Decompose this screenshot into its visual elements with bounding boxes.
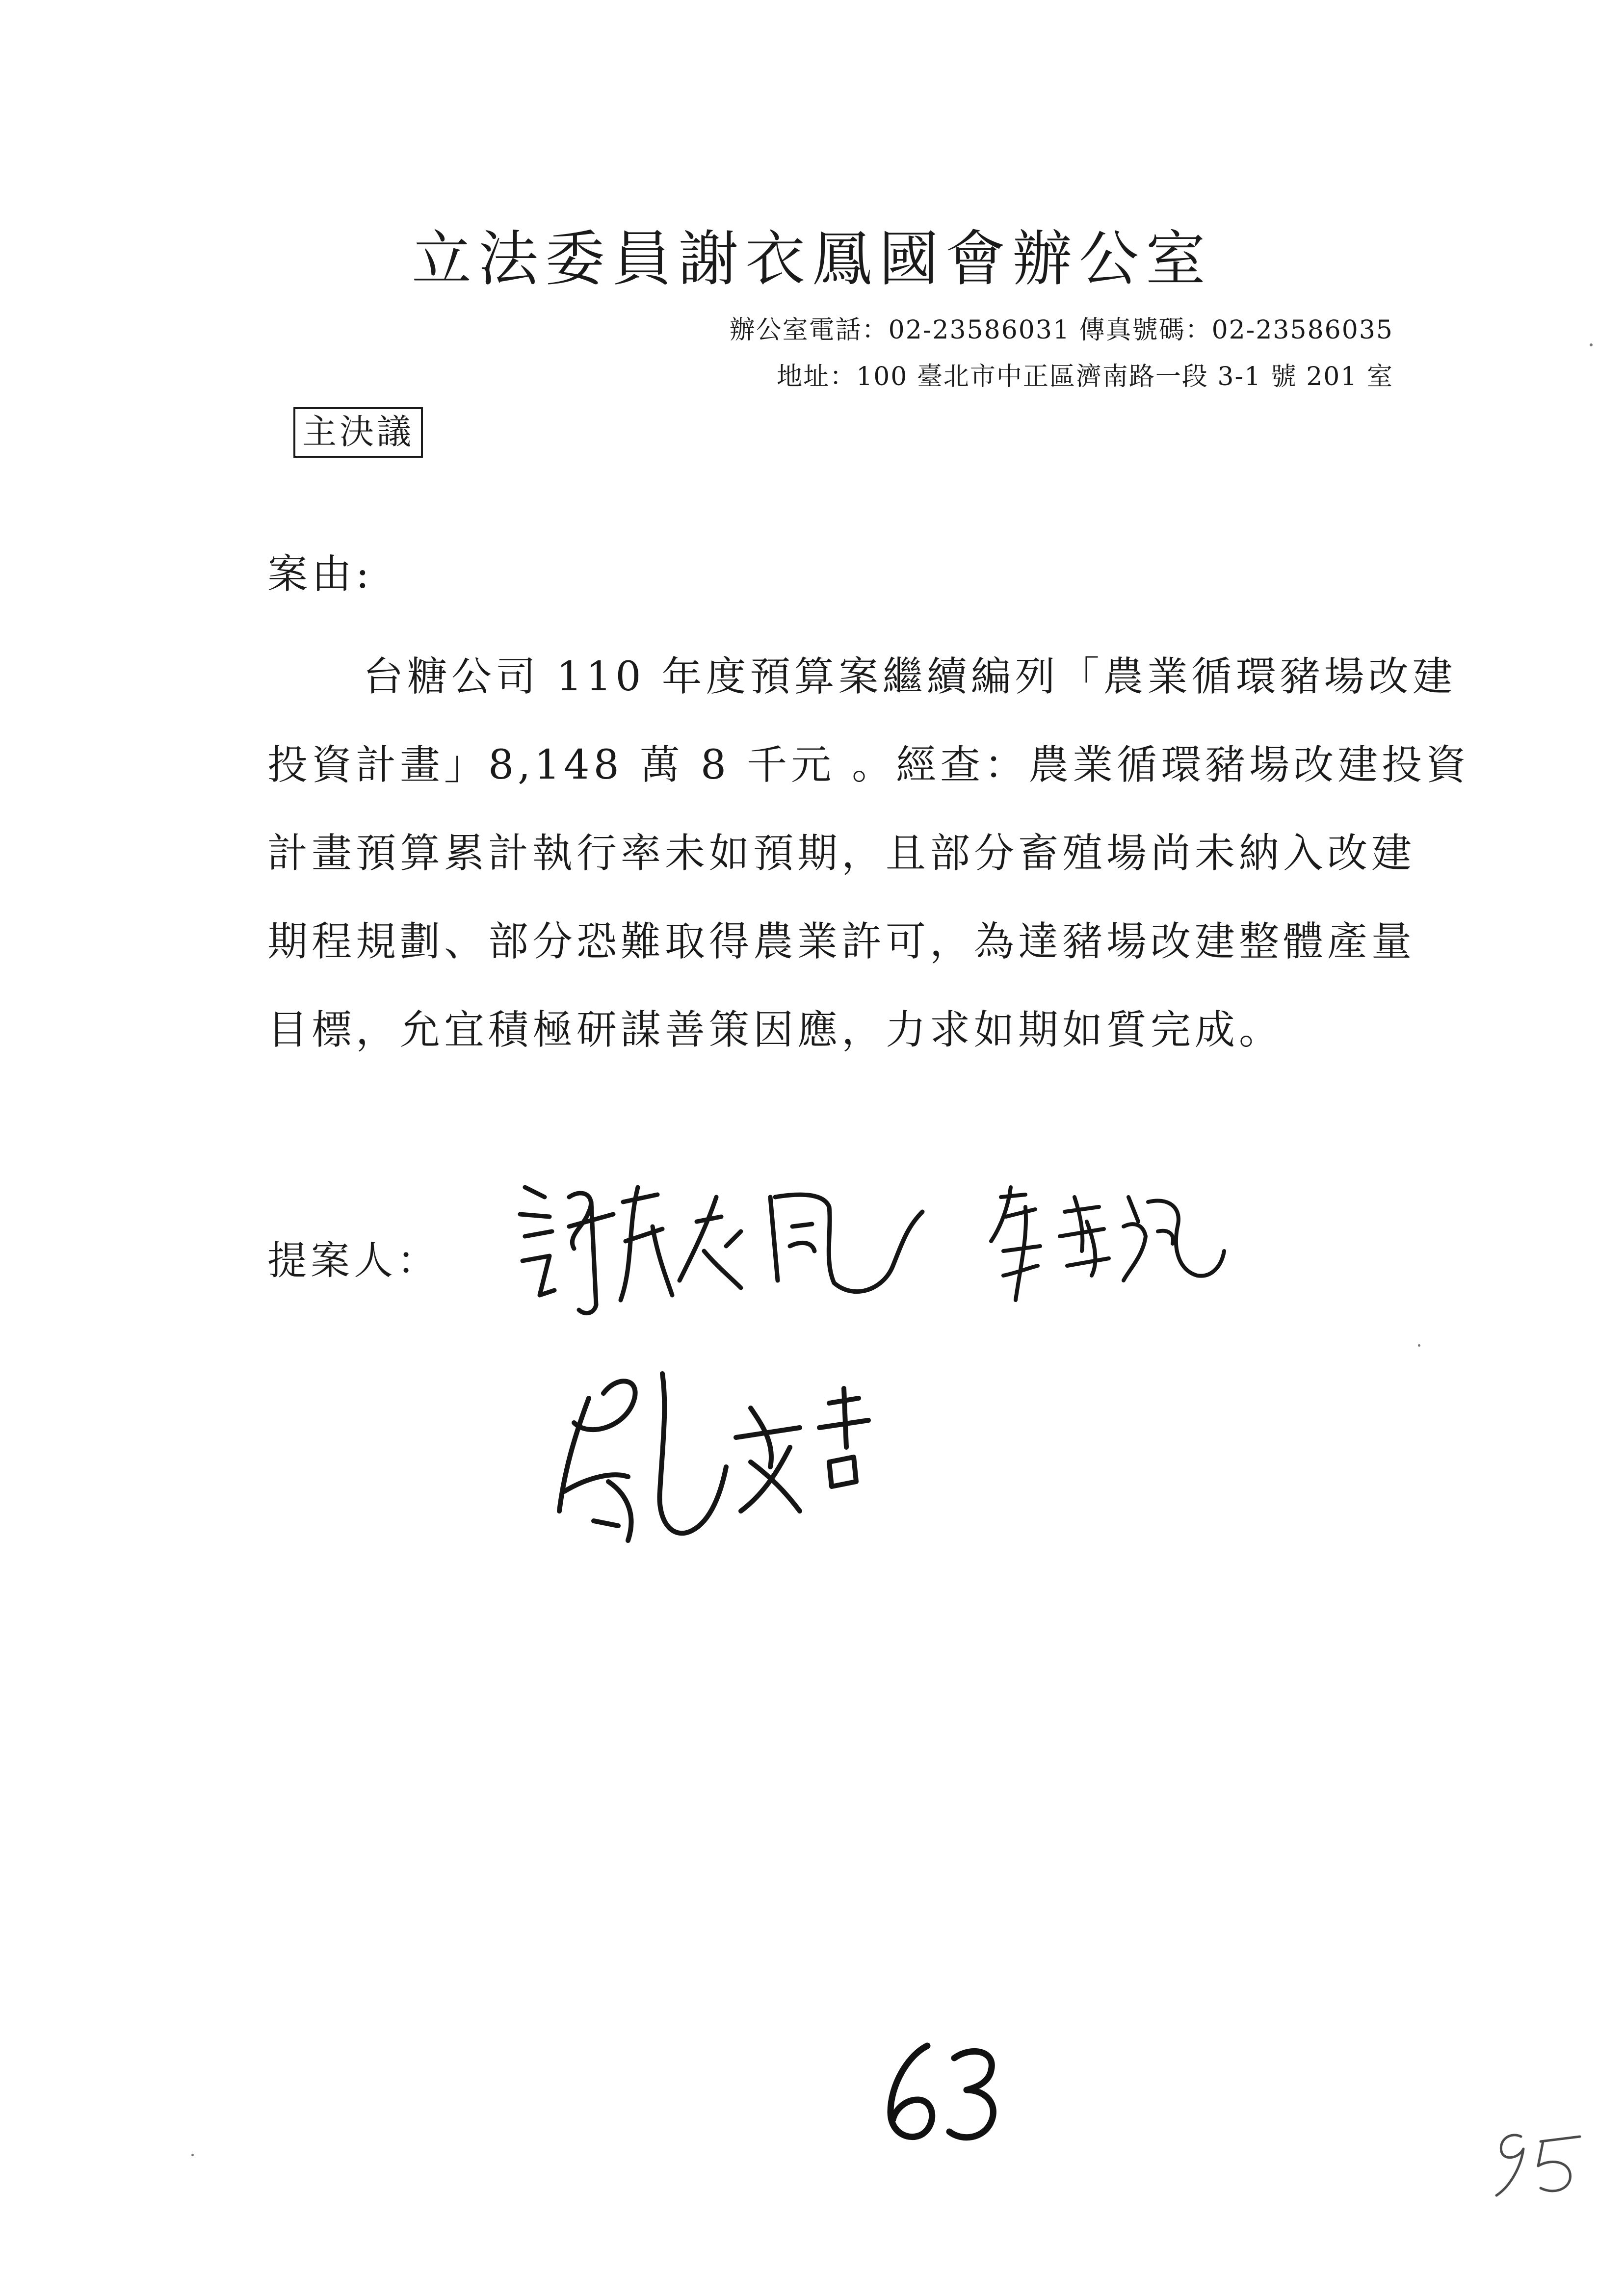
scan-speck	[1590, 343, 1593, 346]
office-title: 立法委員謝衣鳳國會辦公室	[412, 224, 1212, 294]
case-line: 目標，允宜積極研謀善策因應，力求如期如質完成。	[267, 1007, 1283, 1053]
case-label: 案由:	[267, 551, 373, 598]
signature-2	[981, 1182, 1236, 1310]
signature-3	[545, 1364, 898, 1570]
case-line: 投資計畫」8,148 萬 8 千元 。經查：農業循環豬場改建投資	[267, 742, 1470, 788]
contact-address: 地址：100 臺北市中正區濟南路一段 3-1 號 201 室	[777, 362, 1393, 391]
handwritten-page-number	[873, 2036, 1011, 2149]
proposer-label: 提案人：	[267, 1238, 440, 1283]
contact-phone-fax: 辦公室電話：02-23586031 傳真號碼：02-23586035	[729, 315, 1393, 345]
scan-speck	[1418, 1344, 1420, 1347]
signature-1	[510, 1168, 952, 1330]
case-line: 期程規劃、部分恐難取得農業許可，為達豬場改建整體產量	[267, 918, 1416, 965]
case-body	[267, 633, 1470, 1074]
case-line: 台糖公司 110 年度預算案繼續編列「農業循環豬場改建	[363, 653, 1457, 700]
stamp-label: 主決議	[302, 412, 414, 452]
main-resolution-stamp	[293, 407, 423, 458]
case-line: 計畫預算累計執行率未如預期，且部分畜殖場尚未納入改建	[267, 830, 1416, 877]
handwritten-corner-number	[1482, 2122, 1595, 2205]
scan-speck	[191, 2154, 194, 2156]
